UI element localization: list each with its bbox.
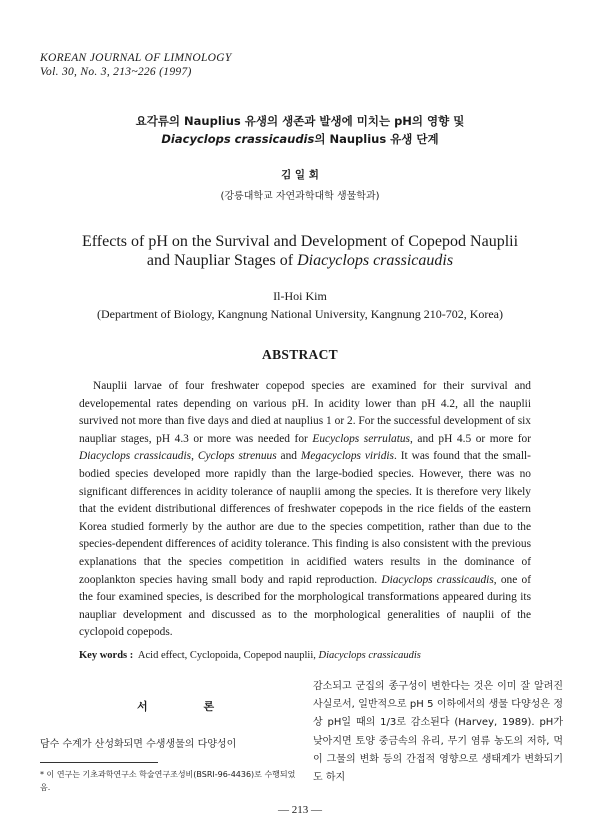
journal-name: KOREAN JOURNAL OF LIMNOLOGY <box>40 52 232 64</box>
korean-title-line2 <box>0 130 600 148</box>
keywords-label: Key words : <box>79 650 134 661</box>
abstract-species-3: Cyclops strenuus <box>197 450 277 463</box>
english-affiliation: (Department of Biology, Kangnung National University, Kangnung 210-702, Korea) <box>96 307 504 321</box>
english-title-line1: Effects of pH on the Survival and Development of Copepod Nauplii <box>81 233 519 250</box>
abstract-text-4: , one of the four examined species, is described for the morphological transformations appeared during its naupliar development and discussed as to the morphological generalities of nauplii of the cyclopoid copepods. <box>79 573 531 639</box>
keywords-terms: Acid effect, Cyclopoida, Copepod nauplii, <box>137 650 319 661</box>
abstract-separator: , <box>191 450 198 463</box>
introduction-heading: 서 론 <box>137 700 241 713</box>
abstract-text-1: Nauplii larvae of four freshwater copepod species are examined for their survival and developemental rates depending on various pH. In acidity lower than pH 4.2, all the nauplii survived not more than five days and died at nauplius 1 or 2. For the successful development of six naupliar stages, pH 4.3 or more was needed for <box>79 380 531 445</box>
page-number: — 213 — <box>278 804 322 816</box>
english-title-species: Diacyclops crassicaudis <box>297 252 454 269</box>
footnote-divider <box>40 762 158 763</box>
english-author: Il-Hoi Kim <box>273 289 327 303</box>
korean-title-rest: 의 Nauplius 유생 단계 <box>314 132 439 146</box>
english-title-line2 <box>0 251 600 270</box>
intro-left-column: 담수 수계가 산성화되면 수생생물의 다양성이 <box>40 739 237 750</box>
english-title <box>0 232 600 270</box>
abstract-species-1: Eucyclops serrulatus <box>312 432 410 445</box>
korean-title-line1: 요각류의 Nauplius 유생의 생존과 발생에 미치는 pH의 영향 및 <box>135 114 465 128</box>
journal-volume: Vol. 30, No. 3, 213~226 (1997) <box>40 66 192 78</box>
abstract-species-4: Megacyclops viridis <box>300 450 394 463</box>
abstract-species-2: Diacyclops crassicaudis <box>79 450 192 463</box>
abstract-body <box>79 378 531 642</box>
korean-title <box>0 112 600 148</box>
keywords-species: Diacyclops crassicaudis <box>318 650 421 661</box>
korean-title-species: Diacyclops crassicaudis <box>161 132 315 146</box>
korean-author: 김 일 회 <box>281 169 319 181</box>
abstract-text-2: , and pH 4.5 or more for <box>409 432 532 445</box>
intro-right-column: 감소되고 군집의 종구성이 변한다는 것은 이미 잘 알려진 사실로서, 일반적으로 pH 5 이하에서의 생물 다양성은 정상 pH일 때의 1/3로 감소된다 (Harvey, 1989). pH가 낮아지면 토양 중금속의 유리, 무기 염류 농도의 저하, 먹이 그물의 변화 등의 간접적 영향으로 생태계가 변화되기도 하지 <box>313 681 563 784</box>
footnote: * 이 연구는 기초과학연구소 학술연구조성비(BSRI-96-4436)로 수행되었음. <box>40 770 296 792</box>
korean-affiliation: (강릉대학교 자연과학대학 생물학과) <box>220 191 380 202</box>
abstract-species-5: Diacyclops crassicaudis <box>381 573 494 586</box>
abstract-and: and <box>276 450 301 463</box>
keywords <box>79 650 539 661</box>
abstract-heading: ABSTRACT <box>262 347 338 362</box>
journal-header <box>40 51 232 79</box>
english-title-line2-start: and Naupliar Stages of <box>146 252 298 269</box>
abstract-text-3: . It was found that the small-bodied species developed more rapidly than the large-bodied species. However, there was no significant differences in acidity tolerance of nauplii among the species. It is therefore very likely that the evident distributional differences of freshwater copepods in the rice fields of the eastern Korea studied formerly by the author are due to the species competition, rather than due to the species-dependent differences of acidity tolerance. This finding is also consistent with the previous explanations that the species competition in acidified waters results in the dominance of zooplankton species having small body and rapid reproduction. <box>79 450 531 586</box>
